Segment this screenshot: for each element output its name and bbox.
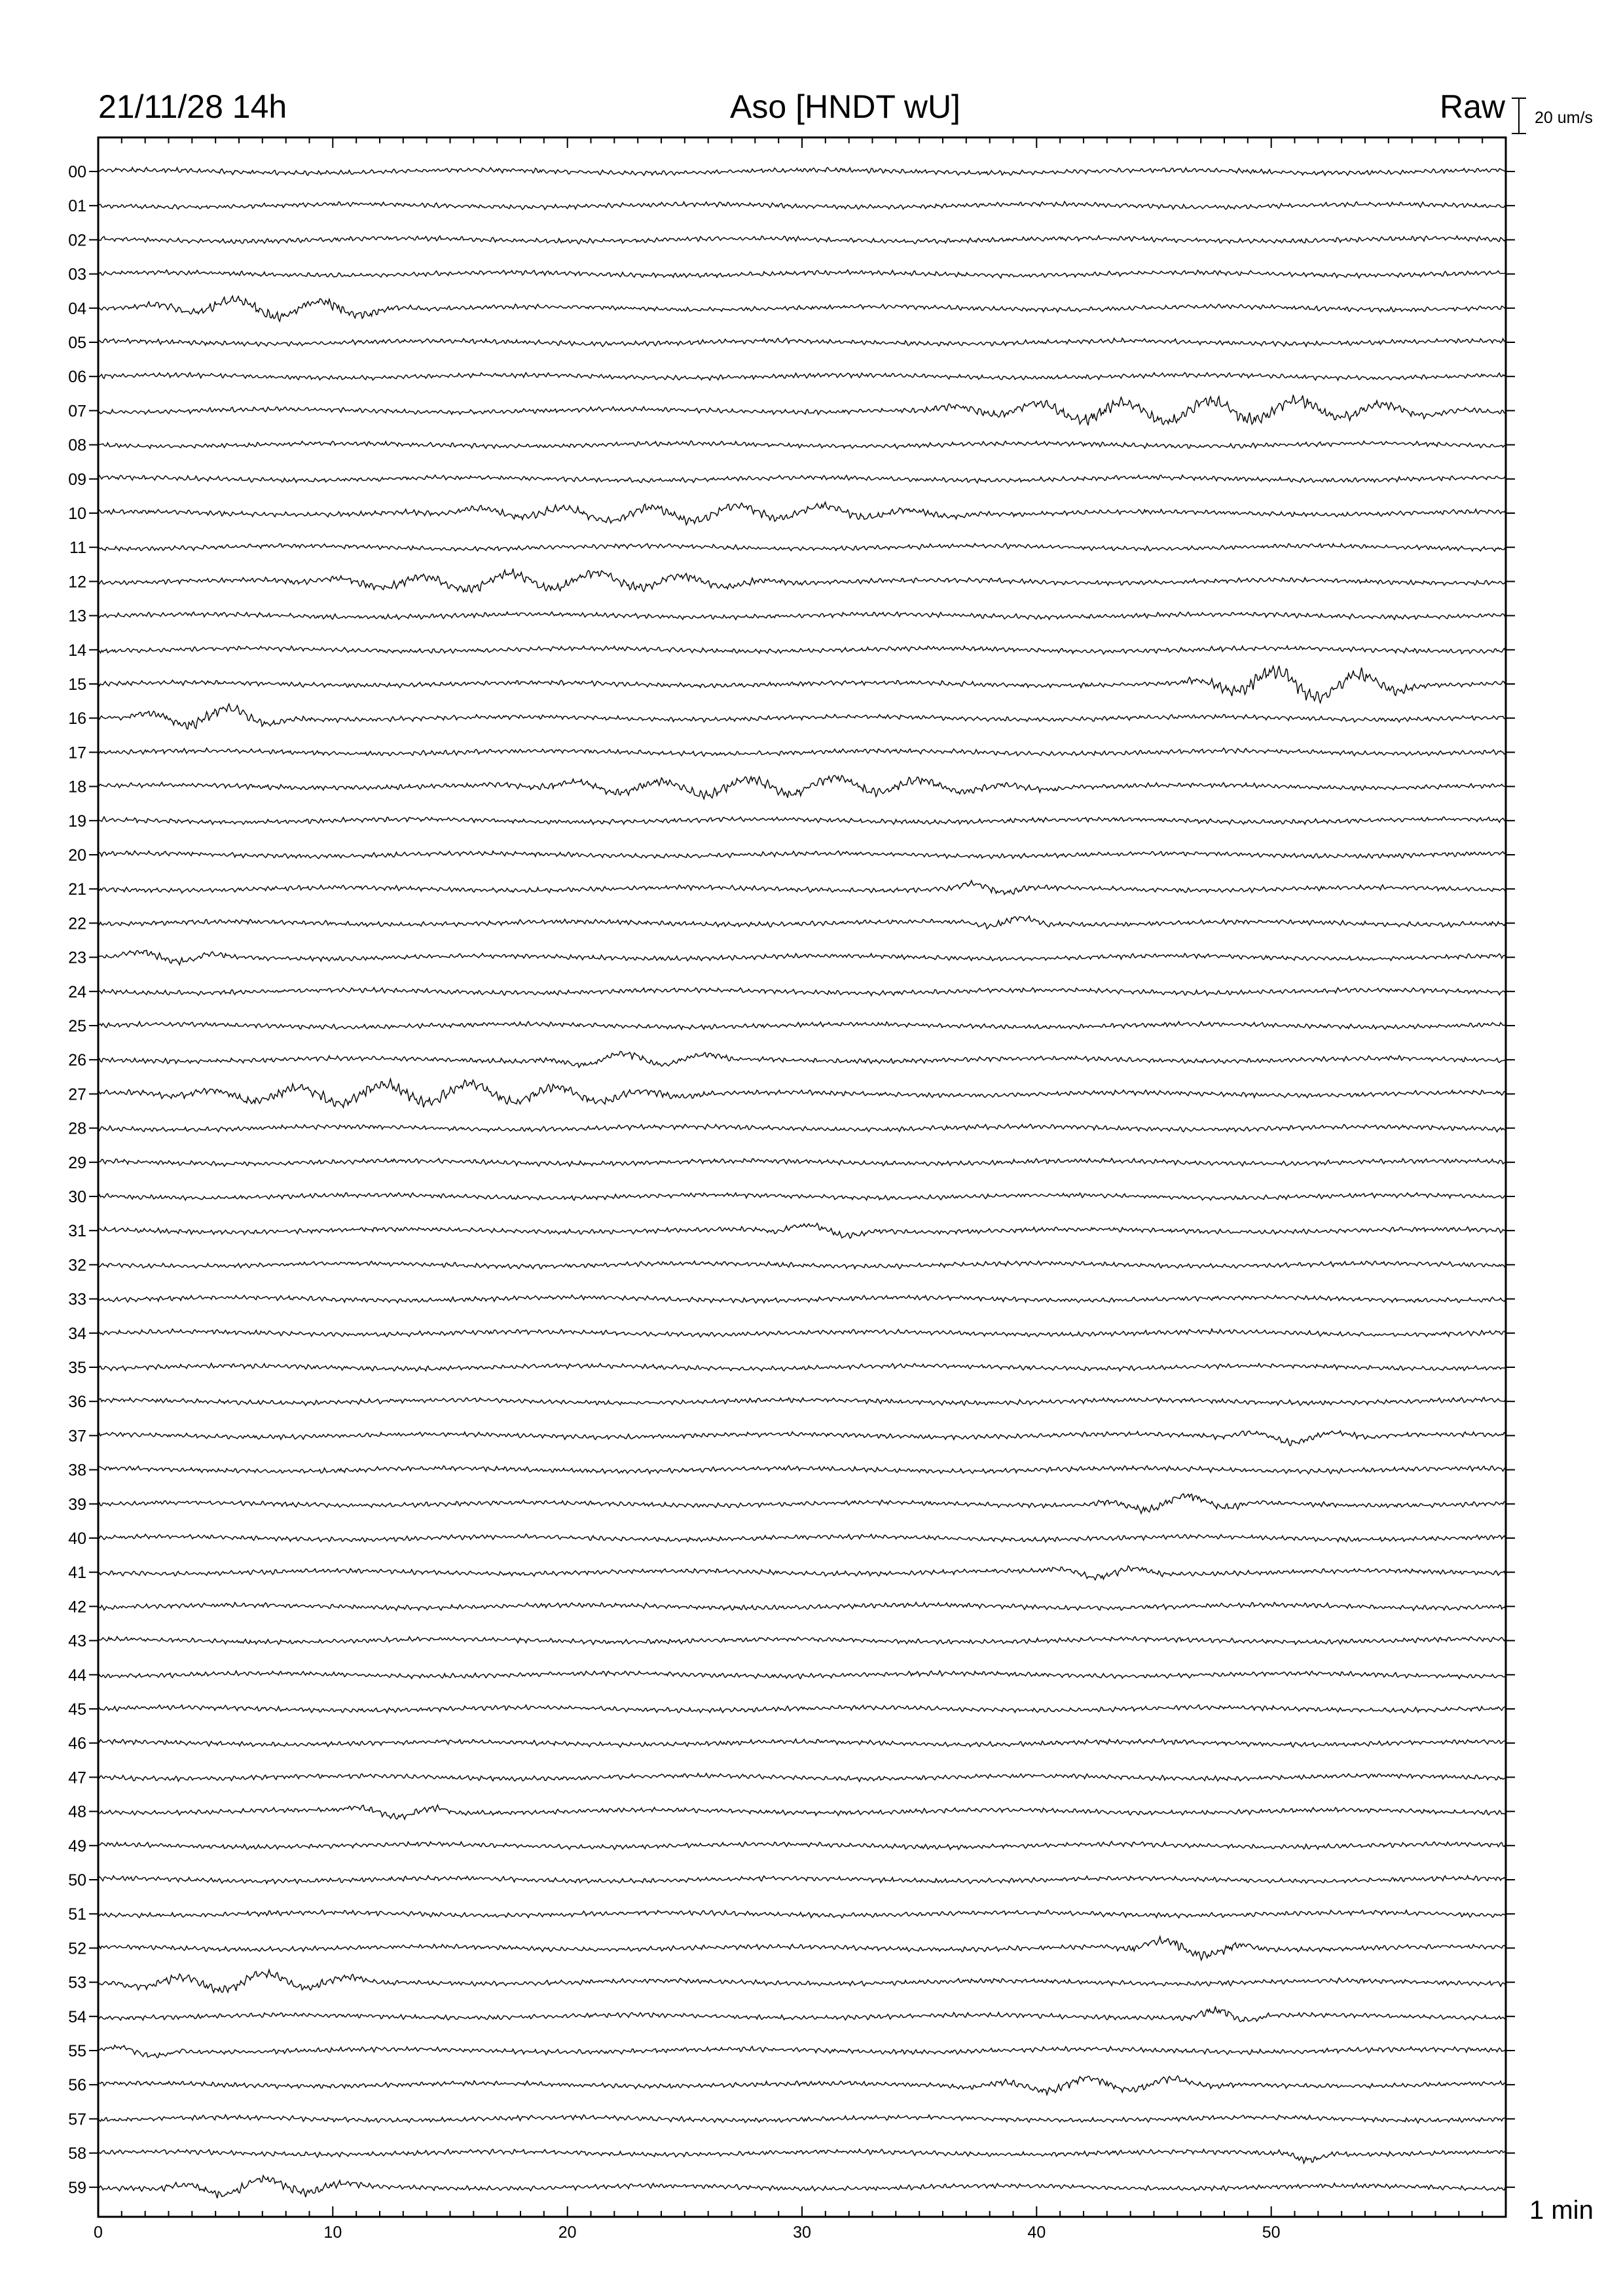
- trace-row-21: [98, 880, 1505, 894]
- row-label-04: 04: [68, 299, 86, 318]
- row-labels: [68, 163, 86, 2197]
- trace-row-01: [98, 202, 1505, 209]
- row-label-36: 36: [68, 1393, 86, 1412]
- mode-label: Raw: [1439, 88, 1505, 125]
- trace-row-48: [98, 1805, 1505, 1820]
- row-label-07: 07: [68, 402, 86, 421]
- row-label-32: 32: [68, 1256, 86, 1275]
- row-label-42: 42: [68, 1598, 86, 1617]
- trace-row-29: [98, 1158, 1505, 1166]
- trace-row-56: [98, 2076, 1505, 2095]
- x-tick-label: 30: [793, 2223, 811, 2242]
- row-label-05: 05: [68, 334, 86, 352]
- row-label-12: 12: [68, 573, 86, 592]
- trace-row-42: [98, 1602, 1505, 1611]
- trace-row-38: [98, 1465, 1505, 1473]
- row-label-37: 37: [68, 1427, 86, 1446]
- row-label-21: 21: [68, 880, 86, 899]
- row-label-44: 44: [68, 1666, 86, 1685]
- x-tick-label: 20: [558, 2223, 577, 2242]
- row-label-24: 24: [68, 982, 86, 1001]
- trace-row-57: [98, 2115, 1505, 2123]
- row-label-28: 28: [68, 1119, 86, 1138]
- trace-row-09: [98, 475, 1505, 483]
- row-label-52: 52: [68, 1939, 86, 1958]
- row-label-54: 54: [68, 2007, 86, 2026]
- trace-row-49: [98, 1841, 1505, 1849]
- trace-row-13: [98, 612, 1505, 620]
- trace-row-02: [98, 236, 1505, 244]
- row-label-46: 46: [68, 1734, 86, 1753]
- row-label-18: 18: [68, 778, 86, 797]
- trace-row-33: [98, 1295, 1505, 1303]
- x-tick-label: 0: [94, 2223, 103, 2242]
- row-label-31: 31: [68, 1222, 86, 1241]
- row-label-23: 23: [68, 948, 86, 967]
- trace-row-00: [98, 168, 1505, 175]
- trace-row-07: [98, 395, 1505, 425]
- trace-row-23: [98, 950, 1505, 965]
- row-label-10: 10: [68, 505, 86, 523]
- trace-row-37: [98, 1431, 1505, 1446]
- row-label-53: 53: [68, 1973, 86, 1992]
- trace-row-40: [98, 1534, 1505, 1542]
- row-label-09: 09: [68, 470, 86, 489]
- row-label-47: 47: [68, 1768, 86, 1787]
- trace-row-16: [98, 704, 1505, 729]
- x-tick-label: 40: [1027, 2223, 1046, 2242]
- row-label-11: 11: [69, 539, 86, 558]
- trace-row-15: [98, 666, 1505, 703]
- row-label-20: 20: [68, 846, 86, 865]
- row-label-29: 29: [68, 1153, 86, 1172]
- row-label-40: 40: [68, 1530, 86, 1548]
- trace-row-41: [98, 1566, 1505, 1581]
- row-label-01: 01: [68, 197, 86, 216]
- tick-marks: [89, 137, 1515, 2217]
- trace-row-58: [98, 2149, 1505, 2163]
- row-label-56: 56: [68, 2076, 86, 2095]
- row-label-39: 39: [68, 1495, 86, 1514]
- row-label-38: 38: [68, 1461, 86, 1480]
- trace-row-44: [98, 1671, 1505, 1679]
- row-label-51: 51: [68, 1905, 86, 1924]
- row-label-16: 16: [68, 709, 86, 728]
- trace-row-24: [98, 988, 1505, 996]
- trace-row-35: [98, 1363, 1505, 1371]
- row-label-35: 35: [68, 1359, 86, 1377]
- date-hour-label: 21/11/28 14h: [98, 88, 287, 125]
- row-label-25: 25: [68, 1017, 86, 1035]
- amplitude-scale-label: 20 um/s: [1535, 109, 1593, 127]
- trace-row-28: [98, 1124, 1505, 1132]
- row-label-00: 00: [68, 163, 86, 181]
- trace-row-26: [98, 1051, 1505, 1067]
- trace-row-17: [98, 748, 1505, 757]
- trace-row-53: [98, 1970, 1505, 1993]
- row-label-08: 08: [68, 436, 86, 455]
- row-label-02: 02: [68, 231, 86, 250]
- trace-row-25: [98, 1022, 1505, 1030]
- trace-row-08: [98, 441, 1505, 449]
- trace-row-10: [98, 502, 1505, 525]
- trace-row-54: [98, 2007, 1505, 2022]
- trace-row-27: [98, 1079, 1505, 1107]
- trace-row-11: [98, 543, 1505, 551]
- trace-row-39: [98, 1494, 1505, 1513]
- trace-row-50: [98, 1876, 1505, 1884]
- row-label-27: 27: [68, 1085, 86, 1104]
- trace-row-05: [98, 338, 1505, 347]
- row-label-34: 34: [68, 1324, 86, 1343]
- row-label-43: 43: [68, 1632, 86, 1651]
- row-label-19: 19: [68, 812, 86, 831]
- trace-row-45: [98, 1705, 1505, 1713]
- trace-row-55: [98, 2045, 1505, 2058]
- row-label-17: 17: [68, 744, 86, 762]
- x-tick-labels: [94, 2223, 1281, 2242]
- x-tick-label: 50: [1262, 2223, 1281, 2242]
- x-unit-label: 1 min: [1529, 2196, 1594, 2225]
- row-label-13: 13: [68, 607, 86, 626]
- trace-row-30: [98, 1193, 1505, 1200]
- trace-row-12: [98, 569, 1505, 593]
- trace-row-34: [98, 1329, 1505, 1337]
- row-label-45: 45: [68, 1700, 86, 1719]
- row-label-57: 57: [68, 2110, 86, 2129]
- trace-row-36: [98, 1397, 1505, 1405]
- trace-row-52: [98, 1937, 1505, 1960]
- row-label-15: 15: [68, 675, 86, 694]
- x-tick-label: 10: [323, 2223, 342, 2242]
- trace-row-47: [98, 1773, 1505, 1782]
- trace-row-20: [98, 851, 1505, 859]
- row-label-41: 41: [68, 1564, 86, 1583]
- trace-row-19: [98, 817, 1505, 825]
- row-label-26: 26: [68, 1051, 86, 1070]
- row-label-59: 59: [68, 2178, 86, 2197]
- row-label-06: 06: [68, 368, 86, 387]
- row-label-22: 22: [68, 914, 86, 933]
- trace-row-43: [98, 1637, 1505, 1645]
- trace-row-32: [98, 1261, 1505, 1269]
- row-label-14: 14: [68, 641, 86, 660]
- trace-row-18: [98, 776, 1505, 799]
- trace-row-14: [98, 646, 1505, 655]
- trace-row-51: [98, 1910, 1505, 1918]
- row-label-58: 58: [68, 2144, 86, 2163]
- trace-row-03: [98, 270, 1505, 278]
- station-title: Aso [HNDT wU]: [730, 88, 960, 125]
- traces: [98, 168, 1505, 2198]
- row-label-30: 30: [68, 1188, 86, 1206]
- trace-row-22: [98, 916, 1505, 929]
- row-label-33: 33: [68, 1290, 86, 1309]
- row-label-48: 48: [68, 1803, 86, 1821]
- trace-row-59: [98, 2176, 1505, 2198]
- row-label-49: 49: [68, 1837, 86, 1856]
- plot-frame: [98, 137, 1506, 2217]
- trace-row-31: [98, 1223, 1505, 1238]
- row-label-03: 03: [68, 265, 86, 284]
- trace-row-46: [98, 1739, 1505, 1748]
- row-label-55: 55: [68, 2042, 86, 2060]
- trace-row-04: [98, 296, 1505, 321]
- row-label-50: 50: [68, 1871, 86, 1890]
- trace-row-06: [98, 372, 1505, 380]
